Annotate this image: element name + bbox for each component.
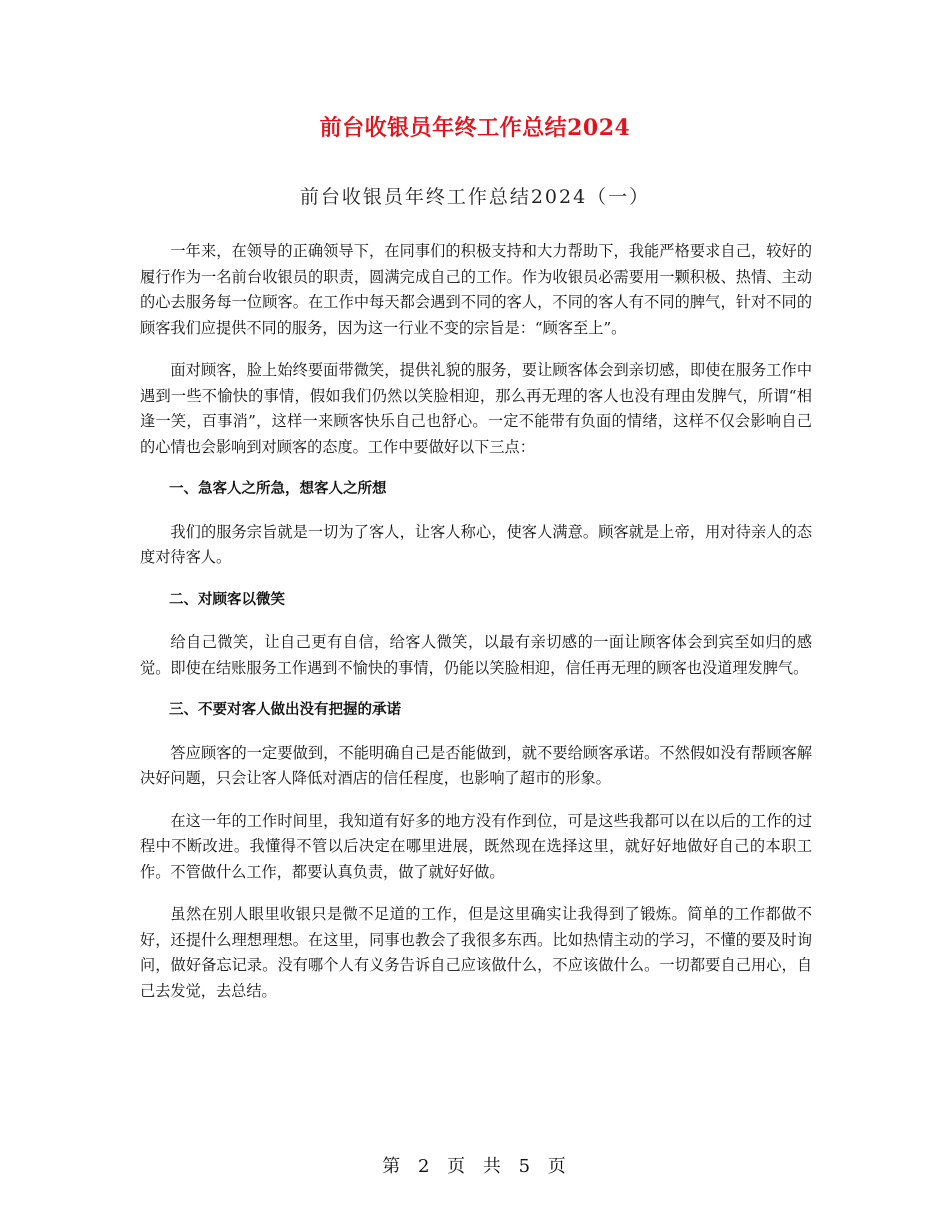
document-body xyxy=(140,239,812,1021)
page-label-total-prefix: 共 xyxy=(482,1156,503,1177)
paragraph: 答应顾客的一定要做到，不能明确自己是否能做到，就不要给顾客承诺。不然假如没有帮顾客解决好问题，只会让客人降低对酒店的信任程度，也影响了超市的形象。 xyxy=(140,743,812,787)
paragraph: 面对顾客，脸上始终要面带微笑，提供礼貌的服务，要让顾客体会到亲切感，即使在服务工作中遇到一些不愉快的事情，假如我们仍然以笑脸相迎，那么再无理的客人也没有理由发脾气，所谓“相逢一笑，百事消”，这样一来顾客快乐自己也舒心。一定不能带有负面的情绪，这样不仅会影响自己的心情也会影响到对顾客的态度。工作中要做好以下三点： xyxy=(140,361,812,456)
document-subtitle: 前台收银员年终工作总结2024（一） xyxy=(299,186,651,208)
page-label-suffix: 页 xyxy=(547,1156,568,1177)
paragraph: 一年来，在领导的正确领导下，在同事们的积极支持和大力帮助下，我能严格要求自己，较好的履行作为一名前台收银员的职责，圆满完成自己的工作。作为收银员必需要用一颗积极、热情、主动的心去服务每一位顾客。在工作中每天都会遇到不同的客人，不同的客人有不同的脾气，针对不同的顾客我们应提供不同的服务，因为这一行业不变的宗旨是：“顾客至上”。 xyxy=(140,242,812,337)
page-label-prefix: 第 xyxy=(382,1156,403,1177)
page-label-mid: 页 xyxy=(447,1156,468,1177)
page-total: 5 xyxy=(518,1156,533,1177)
page-number-footer xyxy=(0,1152,950,1178)
paragraph: 虽然在别人眼里收银只是微不足道的工作，但是这里确实让我得到了锻炼。简单的工作都做不好，还提什么理想理想。在这里，同事也教会了我很多东西。比如热情主动的学习，不懂的要及时询问，做好备忘记录。没有哪个人有义务告诉自己应该做什么，不应该做什么。一切都要自己用心，自己去发觉，去总结。 xyxy=(140,905,812,1000)
paragraph: 我们的服务宗旨就是一切为了客人，让客人称心，使客人满意。顾客就是上帝，用对待亲人的态度对待客人。 xyxy=(140,522,812,566)
page-current: 2 xyxy=(417,1156,432,1177)
section-heading: 一、急客人之所急，想客人之所想 xyxy=(169,481,387,497)
paragraph: 给自己微笑，让自己更有自信，给客人微笑，以最有亲切感的一面让顾客体会到宾至如归的感觉。即使在结账服务工作遇到不愉快的事情，仍能以笑脸相迎，信任再无理的顾客也没道理发脾气。 xyxy=(140,633,812,677)
section-heading: 三、不要对客人做出没有把握的承诺 xyxy=(169,702,401,718)
section-heading: 二、对顾客以微笑 xyxy=(169,591,285,608)
paragraph: 在这一年的工作时间里，我知道有好多的地方没有作到位，可是这些我都可以在以后的工作的过程中不断改进。我懂得不管以后决定在哪里进展，既然现在选择这里，就好好地做好自己的本职工作。不管做什么工作，都要认真负责，做了就好好做。 xyxy=(140,811,812,881)
document-title: 前台收银员年终工作总结2024 xyxy=(319,115,631,141)
